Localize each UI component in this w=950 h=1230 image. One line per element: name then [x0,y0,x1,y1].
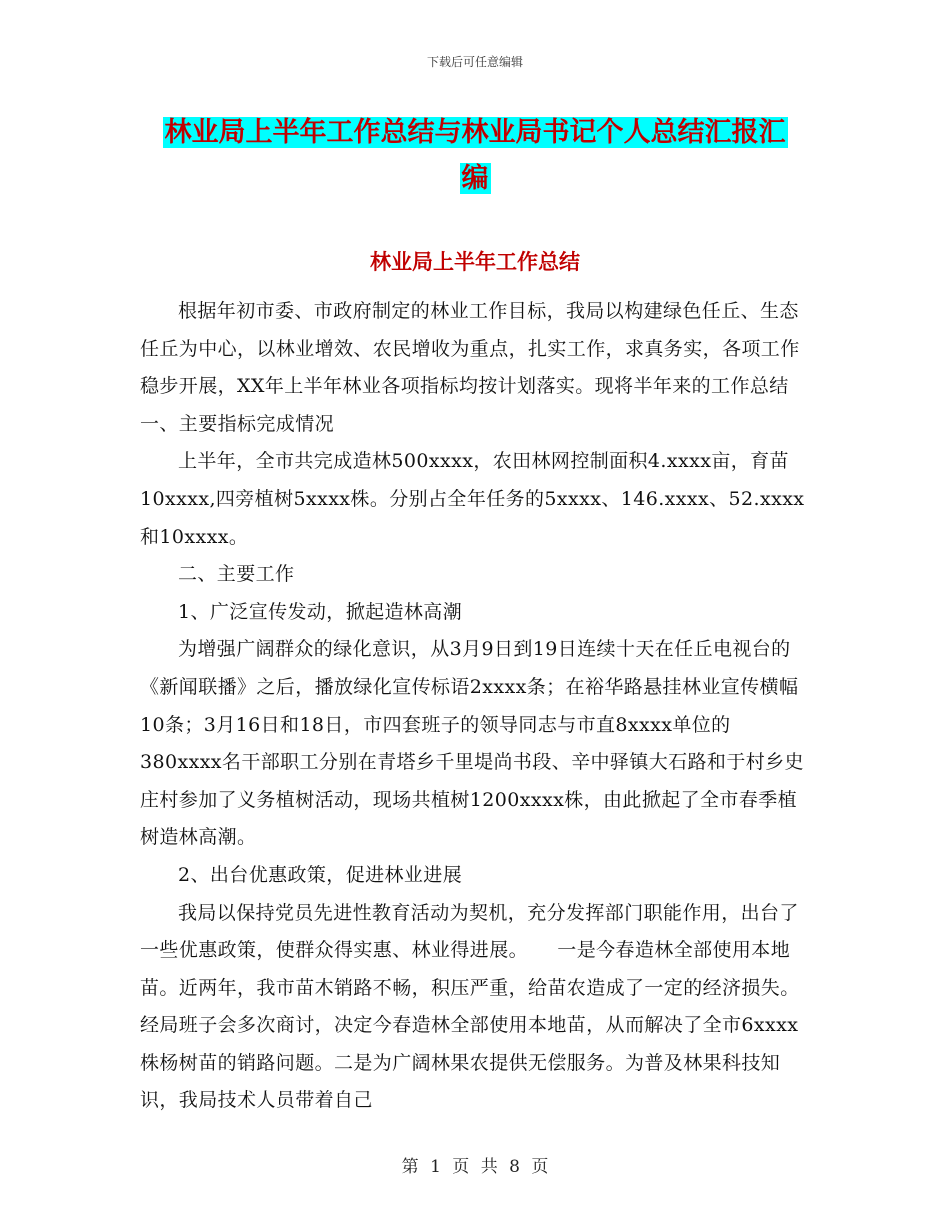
paragraph: 1、广泛宣传发动，掀起造林高潮 [178,600,463,623]
document-body [140,293,810,1120]
page-footer: 第 1 页 共 8 页 [401,1157,549,1177]
document-title-line-1 [0,110,950,156]
title-highlight-2: 编 [461,163,489,194]
paragraph: 我局以保持党员先进性教育活动为契机，充分发挥部门职能作用，出台了一些优惠政策，使群众得实惠、林业得进展。 一是今春造林全部使用本地苗。近两年，我市苗木销路不畅，积压严重，给苗农造成了一定的经济损失。经局班子会多次商讨，决定今春造林全部使用本地苗，从而解决了全市6xxxx株杨树苗的销路问题。二是为广阔林果农提供无偿服务。为普及林果科技知识，我局技术人员带着自己 [140,901,800,1112]
document-title [0,110,950,202]
paragraph: 上半年，全市共完成造林500xxxx，农田林网控制面积4.xxxx亩，育苗10xxxx,四旁植树5xxxx株。分别占全年任务的5xxxx、146.xxxx、52.xxxx和10xxxx。 [140,450,805,548]
paragraph: 二、主要工作 [178,563,295,586]
paragraph: 根据年初市委、市政府制定的林业工作目标，我局以构建绿色任丘、生态任丘为中心，以林业增效、农民增收为重点，扎实工作，求真务实，各项工作稳步开展，XX年上半年林业各项指标均按计划落实。现将半年来的工作总结一、主要指标完成情况 [140,300,800,435]
paragraph: 2、出台优惠政策，促进林业进展 [178,863,463,886]
paragraph: 为增强广阔群众的绿化意识，从3月9日到19日连续十天在任丘电视台的《新闻联播》之后，播放绿化宣传标语2xxxx条；在裕华路悬挂林业宣传横幅10条；3月16日和18日，市四套班子的领导同志与市直8xxxx单位的380xxxx名干部职工分别在青塔乡千里堤尚书段、辛中驿镇大石路和于村乡史庄村参加了义务植树活动，现场共植树1200xxxx株，由此掀起了全市春季植树造林高潮。 [140,638,804,849]
document-title-line-2 [0,156,950,202]
page-header: 下载后可任意编辑 [426,55,523,69]
title-highlight-1: 林业局上半年工作总结与林业局书记个人总结汇报汇 [164,117,786,148]
section-title: 林业局上半年工作总结 [370,250,580,274]
